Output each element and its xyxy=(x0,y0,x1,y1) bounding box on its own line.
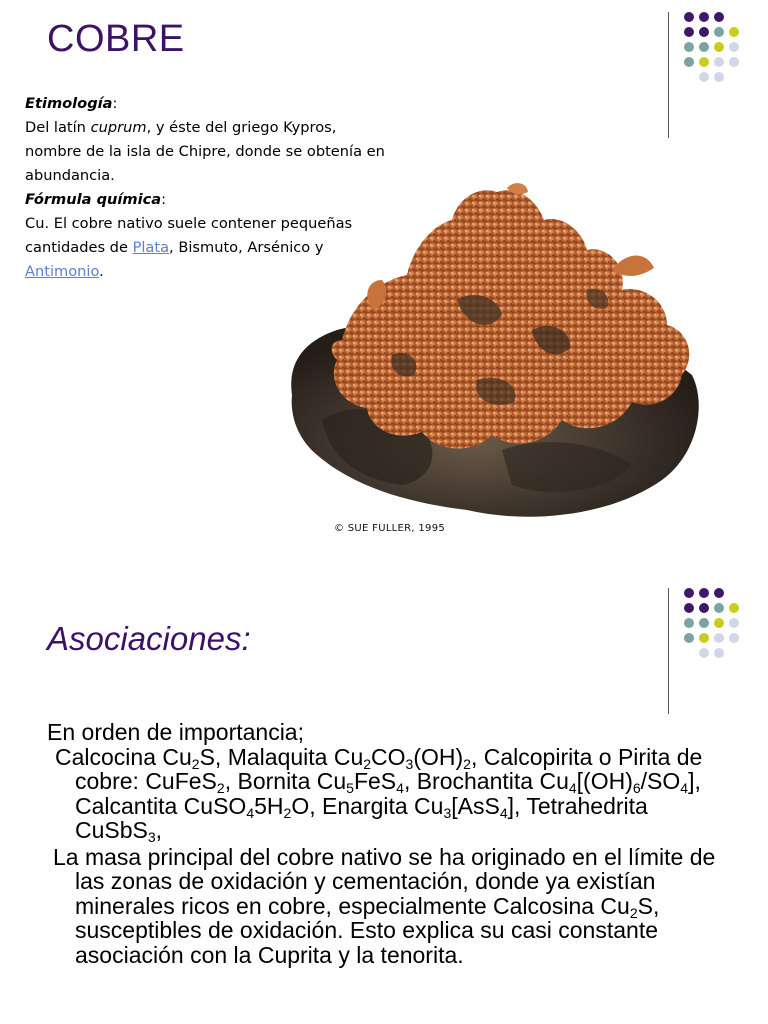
subscript: 2 xyxy=(629,904,638,921)
divider-line xyxy=(668,12,669,138)
dot xyxy=(714,618,724,628)
dot xyxy=(684,588,694,598)
subscript: 4 xyxy=(680,780,689,796)
text-run: [(OH) xyxy=(576,768,633,794)
decorative-dot-grid xyxy=(668,588,768,708)
subscript: 2 xyxy=(216,780,225,796)
copper-specimen-image xyxy=(282,180,712,520)
dot xyxy=(729,42,739,52)
subscript: 2 xyxy=(363,755,372,772)
mineral-info-text: Etimología: Del latín cuprum, y éste del griego Kypros, nombre de la isla de Chipre, donde se obtenía en abundancia. Fórmula química: Cu. El cobre nativo suele contener pequeñas cantidades de Plata, Bismuto, Arsénico y Antimonio. xyxy=(25,92,395,284)
dot xyxy=(714,603,724,613)
subscript: 4 xyxy=(246,804,255,821)
slide-asociaciones xyxy=(0,512,768,1024)
dot xyxy=(729,633,739,643)
dot xyxy=(684,42,694,52)
dot xyxy=(699,588,709,598)
dot xyxy=(729,57,739,67)
dot xyxy=(699,72,709,82)
text-run: Calcocina Cu xyxy=(55,743,192,770)
subscript: 2 xyxy=(191,755,200,772)
intro-line: En orden de importancia; xyxy=(47,719,304,745)
dot xyxy=(699,12,709,22)
dot xyxy=(684,633,694,643)
dot xyxy=(699,27,709,37)
text-run: CO xyxy=(371,743,406,770)
decorative-dot-grid xyxy=(668,12,768,132)
subscript: 4 xyxy=(568,780,577,796)
text-run: , Brochantita Cu xyxy=(403,768,569,794)
text-run: FeS xyxy=(353,768,397,794)
text-run: O, Enargita Cu xyxy=(291,792,444,819)
dot xyxy=(714,27,724,37)
link-antimonio[interactable]: Antimonio xyxy=(25,263,100,280)
dot xyxy=(714,57,724,67)
subscript: 3 xyxy=(405,755,414,772)
subscript: 2 xyxy=(463,755,471,772)
subscript: 3 xyxy=(147,829,156,845)
dot xyxy=(714,633,724,643)
divider-line xyxy=(668,588,669,714)
text-run: (OH) xyxy=(413,743,464,770)
image-credit: © SUE FULLER, 1995 xyxy=(334,523,446,534)
subscript: 3 xyxy=(443,804,452,821)
dot xyxy=(699,633,709,643)
text-run: ], Tetrahedrita CuSbS xyxy=(75,792,648,843)
text-run: , Bornita Cu xyxy=(224,768,347,794)
dot xyxy=(699,57,709,67)
dot xyxy=(729,603,739,613)
dot xyxy=(699,618,709,628)
closing-paragraph xyxy=(47,845,737,968)
subscript: 4 xyxy=(396,780,404,796)
text-run: S, Malaquita Cu xyxy=(199,743,364,770)
formula-label: Fórmula química xyxy=(25,191,162,208)
dot xyxy=(684,12,694,22)
subscript: 6 xyxy=(632,780,641,796)
text-run: S, susceptibles de oxidación. Esto explica su casi constante asociación con la Cuprita y la tenorita. xyxy=(75,892,660,968)
text-run: /SO xyxy=(640,768,681,794)
text-run: 5H xyxy=(254,792,284,819)
etimologia-label: Etimología xyxy=(25,95,113,112)
dot xyxy=(684,57,694,67)
dot xyxy=(714,42,724,52)
dot xyxy=(714,72,724,82)
text-run: La masa principal del cobre nativo se ha originado en el límite de las zonas de oxidación y cementación, donde ya existían minerales ricos en cobre, especialmente Calcosina Cu xyxy=(53,843,716,919)
dot xyxy=(714,648,724,658)
subscript: 4 xyxy=(499,804,508,821)
etimologia-text: Del latín cuprum, y éste del griego Kypros, nombre de la isla de Chipre, donde se obtenía en abundancia. xyxy=(25,119,385,184)
dot xyxy=(684,603,694,613)
dot xyxy=(699,42,709,52)
text-run: , Calcopirita o Pirita de cobre: CuFeS xyxy=(75,743,703,794)
dot xyxy=(699,648,709,658)
text-run: , xyxy=(155,817,163,843)
dot xyxy=(714,12,724,22)
associations-body xyxy=(47,720,737,967)
dot xyxy=(729,618,739,628)
dot xyxy=(684,618,694,628)
slide-title: COBRE xyxy=(47,18,185,60)
text-run: [AsS xyxy=(451,792,500,819)
dot xyxy=(714,588,724,598)
slide-title: Asociaciones: xyxy=(47,620,251,657)
dot xyxy=(729,27,739,37)
link-plata[interactable]: Plata xyxy=(132,239,170,256)
dot xyxy=(684,27,694,37)
formula-text: Cu. El cobre nativo suele contener pequeñas cantidades de Plata, Bismuto, Arsénico y Antimonio. xyxy=(25,215,353,280)
text-run: ], Calcantita CuSO xyxy=(75,768,701,819)
dot xyxy=(699,603,709,613)
subscript: 2 xyxy=(283,804,292,821)
minerals-list xyxy=(47,745,737,843)
subscript: 5 xyxy=(346,780,354,796)
